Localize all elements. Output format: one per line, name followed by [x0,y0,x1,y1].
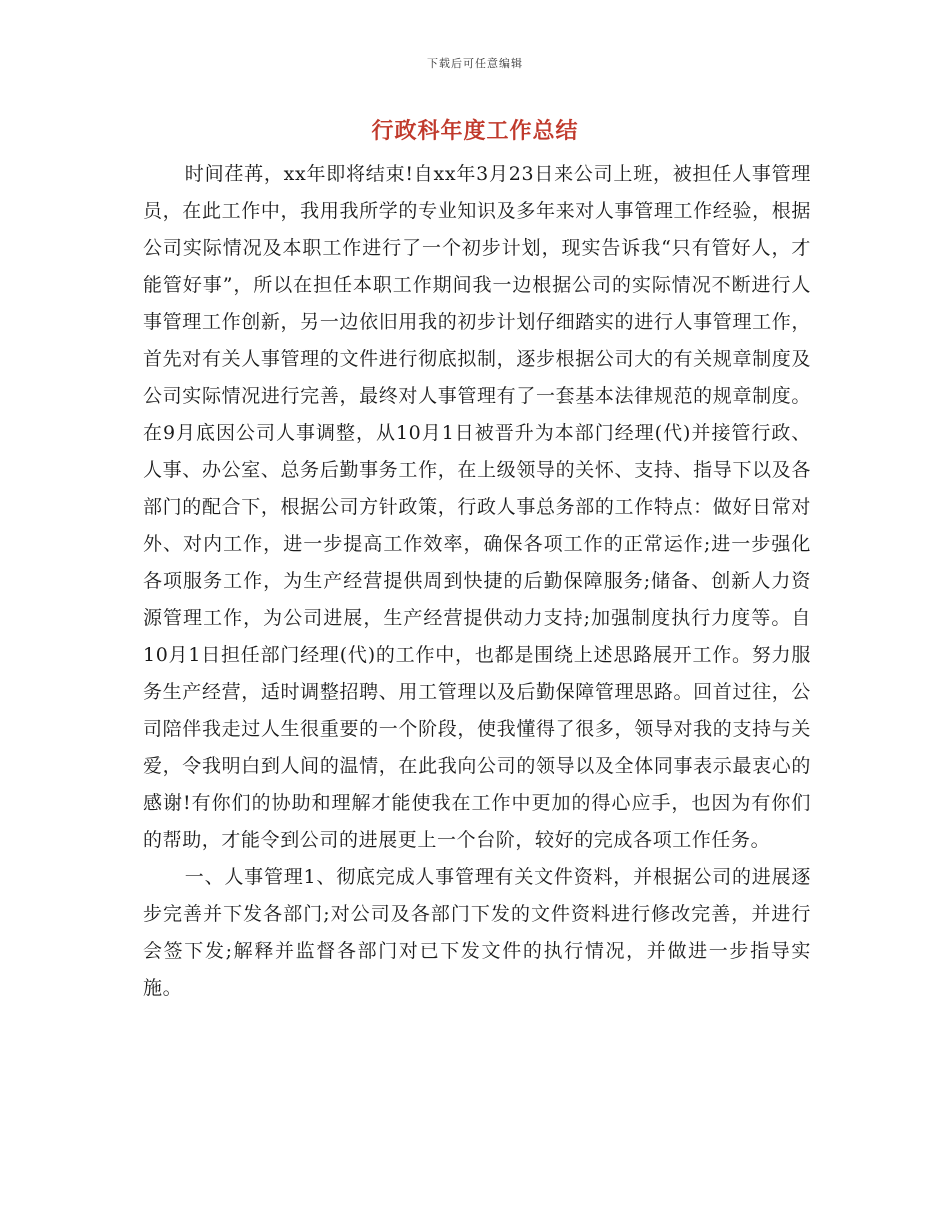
document-title: 行政科年度工作总结 [371,118,579,144]
header-note: 下载后可任意编辑 [427,57,523,70]
body-paragraph-1: 时间荏苒，xx年即将结束!自xx年3月23日来公司上班，被担任人事管理员，在此工作中，我用我所学的专业知识及多年来对人事管理工作经验，根据公司实际情况及本职工作进行了一个初步计划，现实告诉我“只有管好人，才能管好事”，所以在担任本职工作期间我一边根据公司的实际情况不断进行人事管理工作创新，另一边依旧用我的初步计划仔细踏实的进行人事管理工作，首先对有关人事管理的文件进行彻底拟制，逐步根据公司大的有关规章制度及公司实际情况进行完善，最终对人事管理有了一套基本法律规范的规章制度。在9月底因公司人事调整，从10月1日被晋升为本部门经理(代)并接管行政、人事、办公室、总务后勤事务工作，在上级领导的关怀、支持、指导下以及各部门的配合下，根据公司方针政策，行政人事总务部的工作特点：做好日常对外、对内工作，进一步提高工作效率，确保各项工作的正常运作;进一步强化各项服务工作，为生产经营提供周到快捷的后勤保障服务;储备、创新人力资源管理工作，为公司进展，生产经营提供动力支持;加强制度执行力度等。自10月1日担任部门经理(代)的工作中，也都是围绕上述思路展开工作。努力服务生产经营，适时调整招聘、用工管理以及后勤保障管理思路。回首过往，公司陪伴我走过人生很重要的一个阶段，使我懂得了很多，领导对我的支持与关爱，令我明白到人间的温情，在此我向公司的领导以及全体同事表示最衷心的感谢!有你们的协助和理解才能使我在工作中更加的得心应手，也因为有你们的帮助，才能令到公司的进展更上一个台阶，较好的完成各项工作任务。 [143,163,811,851]
document-body [143,156,811,1007]
body-paragraph-2: 一、人事管理1、彻底完成人事管理有关文件资料，并根据公司的进展逐步完善并下发各部门;对公司及各部门下发的文件资料进行修改完善，并进行会签下发;解释并监督各部门对已下发文件的执行情况，并做进一步指导实施。 [143,866,811,999]
